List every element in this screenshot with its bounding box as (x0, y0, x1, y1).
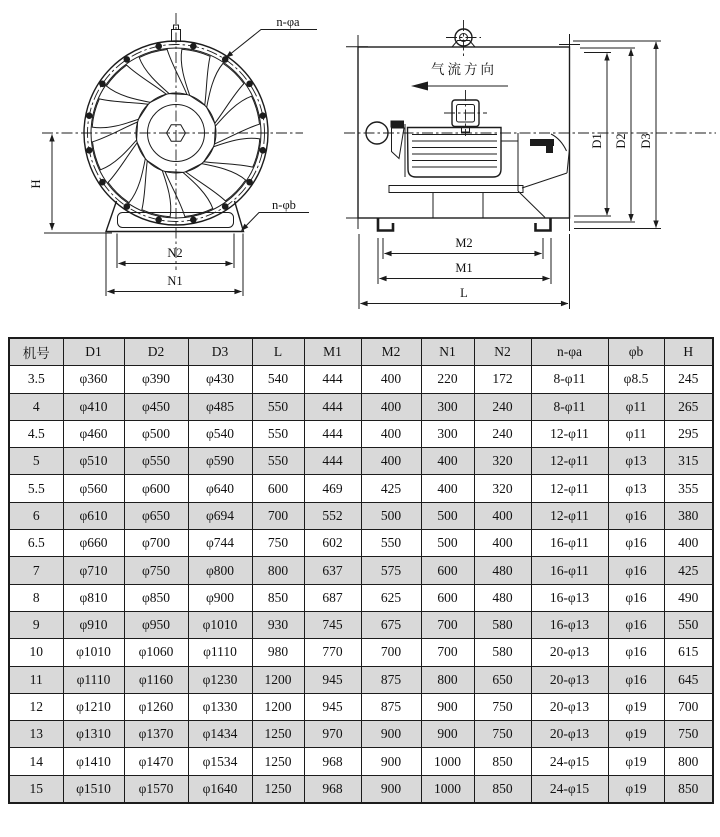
table-cell: 240 (474, 393, 531, 420)
table-cell: 550 (252, 393, 304, 420)
spec-table (8, 337, 714, 804)
table-cell: φ560 (63, 475, 124, 502)
table-cell: φ590 (188, 448, 252, 475)
table-cell: 265 (664, 393, 713, 420)
label-m1: M1 (455, 261, 473, 275)
table-cell: 400 (474, 502, 531, 529)
dimension-d1 (574, 53, 611, 217)
table-cell: 24-φ15 (531, 748, 608, 775)
table-cell: 20-φ13 (531, 639, 608, 666)
col-header-n-phi-a: n-φa (531, 338, 608, 366)
table-cell: φ610 (63, 502, 124, 529)
col-header-phi-b: φb (608, 338, 664, 366)
dimension-n2 (117, 234, 234, 269)
table-cell: φ16 (608, 666, 664, 693)
table-cell: 355 (664, 475, 713, 502)
table-cell: 700 (664, 693, 713, 720)
table-cell: 615 (664, 639, 713, 666)
table-cell: φ660 (63, 530, 124, 557)
table-cell: 8 (9, 584, 63, 611)
table-cell: φ1110 (188, 639, 252, 666)
table-row (9, 693, 713, 720)
table-cell: 750 (664, 721, 713, 748)
table-cell: 5.5 (9, 475, 63, 502)
table-cell: 8-φ11 (531, 393, 608, 420)
table-cell: φ744 (188, 530, 252, 557)
label-n1: N1 (167, 274, 183, 288)
table-cell: 875 (361, 693, 421, 720)
table-cell: 700 (252, 502, 304, 529)
table-cell: φ1534 (188, 748, 252, 775)
label-l: L (460, 286, 468, 300)
table-row (9, 366, 713, 393)
table-cell: φ1434 (188, 721, 252, 748)
table-cell: φ1230 (188, 666, 252, 693)
label-m2: M2 (455, 236, 473, 250)
table-cell: 1000 (421, 748, 474, 775)
table-cell: φ550 (124, 448, 188, 475)
table-cell: 300 (421, 393, 474, 420)
col-header-m1: M1 (304, 338, 361, 366)
label-n-phi-a: n-φa (276, 15, 300, 29)
table-cell: 16-φ13 (531, 584, 608, 611)
table-cell: 968 (304, 775, 361, 803)
lifting-eyebolt (446, 20, 481, 58)
table-cell: 16-φ11 (531, 557, 608, 584)
table-cell: 875 (361, 666, 421, 693)
table-cell: 850 (474, 748, 531, 775)
table-cell: φ1110 (63, 666, 124, 693)
table-row (9, 639, 713, 666)
table-row (9, 584, 713, 611)
table-cell: φ16 (608, 557, 664, 584)
table-cell: 930 (252, 611, 304, 638)
table-cell: φ485 (188, 393, 252, 420)
table-cell: φ1210 (63, 693, 124, 720)
table-cell: 602 (304, 530, 361, 557)
table-cell: 380 (664, 502, 713, 529)
label-h: H (29, 179, 43, 189)
table-cell: 9 (9, 611, 63, 638)
table-cell: 400 (361, 420, 421, 447)
table-row (9, 530, 713, 557)
table-cell: φ460 (63, 420, 124, 447)
table-cell: 444 (304, 448, 361, 475)
table-cell: 800 (421, 666, 474, 693)
table-cell: 645 (664, 666, 713, 693)
table-row (9, 666, 713, 693)
label-n-phi-b: n-φb (272, 198, 296, 212)
table-cell: φ694 (188, 502, 252, 529)
table-cell: φ900 (188, 584, 252, 611)
col-header-d1: D1 (63, 338, 124, 366)
table-cell: φ1010 (188, 611, 252, 638)
table-row (9, 448, 713, 475)
table-cell: 580 (474, 611, 531, 638)
table-cell: 425 (664, 557, 713, 584)
table-row (9, 475, 713, 502)
table-cell: 625 (361, 584, 421, 611)
table-cell: 700 (421, 611, 474, 638)
front-view (29, 13, 317, 296)
table-cell: 15 (9, 775, 63, 803)
dimension-d2 (574, 48, 635, 222)
table-cell: φ410 (63, 393, 124, 420)
table-cell: 770 (304, 639, 361, 666)
table-cell: 3.5 (9, 366, 63, 393)
table-cell: 20-φ13 (531, 693, 608, 720)
table-cell: 12 (9, 693, 63, 720)
table-cell: φ800 (188, 557, 252, 584)
table-cell: 970 (304, 721, 361, 748)
table-cell: φ19 (608, 721, 664, 748)
table-cell: 400 (421, 448, 474, 475)
table-cell: 1200 (252, 693, 304, 720)
table-cell: φ1010 (63, 639, 124, 666)
table-cell: 300 (421, 420, 474, 447)
table-cell: φ500 (124, 420, 188, 447)
table-cell: 540 (252, 366, 304, 393)
header-row (9, 338, 713, 366)
table-cell: 1250 (252, 721, 304, 748)
table-cell: 7 (9, 557, 63, 584)
table-cell: φ540 (188, 420, 252, 447)
spec-table-header (9, 338, 713, 366)
table-cell: φ1510 (63, 775, 124, 803)
table-cell: 425 (361, 475, 421, 502)
table-cell: 6 (9, 502, 63, 529)
table-cell: 444 (304, 393, 361, 420)
table-cell: φ13 (608, 448, 664, 475)
table-cell: φ640 (188, 475, 252, 502)
table-cell: 490 (664, 584, 713, 611)
table-cell: φ1570 (124, 775, 188, 803)
table-cell: 750 (474, 693, 531, 720)
dimension-n1 (106, 234, 243, 297)
table-cell: 500 (421, 530, 474, 557)
table-cell: 4 (9, 393, 63, 420)
table-cell: φ16 (608, 611, 664, 638)
table-cell: 400 (361, 393, 421, 420)
table-cell: 687 (304, 584, 361, 611)
table-cell: 11 (9, 666, 63, 693)
table-cell: 745 (304, 611, 361, 638)
table-cell: φ910 (63, 611, 124, 638)
table-row (9, 557, 713, 584)
label-n2: N2 (167, 246, 183, 260)
table-cell: 600 (252, 475, 304, 502)
table-cell: 500 (361, 502, 421, 529)
table-cell: φ390 (124, 366, 188, 393)
table-cell: φ450 (124, 393, 188, 420)
table-cell: 800 (252, 557, 304, 584)
table-cell: φ850 (124, 584, 188, 611)
table-cell: 600 (421, 557, 474, 584)
table-row (9, 420, 713, 447)
table-cell: 900 (361, 775, 421, 803)
impeller-hub-section (518, 133, 570, 218)
table-cell: 295 (664, 420, 713, 447)
table-cell: 945 (304, 693, 361, 720)
table-cell: φ16 (608, 530, 664, 557)
table-cell: 480 (474, 557, 531, 584)
motor-mount (389, 186, 523, 218)
table-cell: 240 (474, 420, 531, 447)
table-cell: 550 (664, 611, 713, 638)
table-cell: φ1260 (124, 693, 188, 720)
table-cell: 550 (252, 420, 304, 447)
table-row (9, 748, 713, 775)
col-header-n1: N1 (421, 338, 474, 366)
airflow-direction (411, 61, 508, 91)
table-cell: 900 (421, 721, 474, 748)
table-cell: 1200 (252, 666, 304, 693)
table-cell: 400 (664, 530, 713, 557)
table-cell: 320 (474, 448, 531, 475)
table-cell: φ430 (188, 366, 252, 393)
table-row (9, 611, 713, 638)
table-cell: 850 (664, 775, 713, 803)
table-row (9, 393, 713, 420)
table-cell: φ710 (63, 557, 124, 584)
table-cell: 315 (664, 448, 713, 475)
table-cell: 675 (361, 611, 421, 638)
col-header-l: L (252, 338, 304, 366)
table-cell: 12-φ11 (531, 448, 608, 475)
spec-table-body (9, 366, 713, 803)
table-cell: 550 (252, 448, 304, 475)
table-cell: 469 (304, 475, 361, 502)
table-cell: 850 (252, 584, 304, 611)
table-cell: φ1310 (63, 721, 124, 748)
table-cell: φ19 (608, 693, 664, 720)
table-cell: 6.5 (9, 530, 63, 557)
table-cell: φ16 (608, 502, 664, 529)
table-cell: φ1160 (124, 666, 188, 693)
table-cell: φ16 (608, 584, 664, 611)
table-cell: φ700 (124, 530, 188, 557)
table-cell: 24-φ15 (531, 775, 608, 803)
table-cell: φ360 (63, 366, 124, 393)
table-cell: 172 (474, 366, 531, 393)
table-cell: 1250 (252, 748, 304, 775)
airflow-label: 气流方向 (431, 62, 497, 77)
table-cell: 550 (361, 530, 421, 557)
table-cell: 444 (304, 420, 361, 447)
table-cell: 245 (664, 366, 713, 393)
table-cell: 400 (421, 475, 474, 502)
table-cell: 700 (421, 639, 474, 666)
label-d3: D3 (639, 133, 653, 149)
col-header-model: 机号 (9, 338, 63, 366)
table-cell: 5 (9, 448, 63, 475)
table-cell: 980 (252, 639, 304, 666)
col-header-m2: M2 (361, 338, 421, 366)
table-cell: 637 (304, 557, 361, 584)
table-cell: φ750 (124, 557, 188, 584)
table-cell: φ650 (124, 502, 188, 529)
table-cell: φ1640 (188, 775, 252, 803)
table-cell: 12-φ11 (531, 420, 608, 447)
table-cell: 400 (474, 530, 531, 557)
table-cell: 400 (361, 366, 421, 393)
table-cell: 4.5 (9, 420, 63, 447)
table-row (9, 502, 713, 529)
table-cell: 220 (421, 366, 474, 393)
table-cell: 700 (361, 639, 421, 666)
table-cell: 12-φ11 (531, 502, 608, 529)
table-cell: φ11 (608, 393, 664, 420)
table-cell: φ19 (608, 775, 664, 803)
table-cell: φ8.5 (608, 366, 664, 393)
table-cell: φ13 (608, 475, 664, 502)
dimension-m2 (383, 236, 543, 259)
col-header-h: H (664, 338, 713, 366)
table-row (9, 775, 713, 803)
table-cell: 900 (361, 721, 421, 748)
table-cell: 400 (361, 448, 421, 475)
table-cell: φ19 (608, 748, 664, 775)
technical-drawing (0, 0, 720, 334)
table-cell: 500 (421, 502, 474, 529)
table-cell: 13 (9, 721, 63, 748)
table-cell: φ1330 (188, 693, 252, 720)
table-cell: 10 (9, 639, 63, 666)
table-cell: φ1060 (124, 639, 188, 666)
table-cell: 8-φ11 (531, 366, 608, 393)
table-cell: 850 (474, 775, 531, 803)
table-cell: 575 (361, 557, 421, 584)
table-cell: φ11 (608, 420, 664, 447)
table-cell: φ600 (124, 475, 188, 502)
table-cell: φ1370 (124, 721, 188, 748)
table-cell: φ16 (608, 639, 664, 666)
table-cell: 444 (304, 366, 361, 393)
airflow-arrow (411, 82, 428, 91)
side-view (344, 20, 716, 309)
table-cell: 800 (664, 748, 713, 775)
shaft-end (366, 121, 405, 178)
label-d2: D2 (614, 133, 628, 149)
table-cell: φ1470 (124, 748, 188, 775)
table-cell: 650 (474, 666, 531, 693)
table-cell: 750 (252, 530, 304, 557)
table-cell: 945 (304, 666, 361, 693)
table-cell: 20-φ13 (531, 666, 608, 693)
table-cell: 12-φ11 (531, 475, 608, 502)
col-header-d2: D2 (124, 338, 188, 366)
junction-box (444, 90, 487, 136)
table-cell: 20-φ13 (531, 721, 608, 748)
table-cell: 968 (304, 748, 361, 775)
table-cell: 16-φ13 (531, 611, 608, 638)
table-cell: 320 (474, 475, 531, 502)
table-cell: φ1410 (63, 748, 124, 775)
table-cell: φ810 (63, 584, 124, 611)
callout-n-phi-b (242, 198, 310, 231)
table-cell: 14 (9, 748, 63, 775)
table-cell: 750 (474, 721, 531, 748)
col-header-d3: D3 (188, 338, 252, 366)
table-cell: 900 (361, 748, 421, 775)
table-row (9, 721, 713, 748)
mounting-feet (378, 219, 551, 231)
table-cell: 900 (421, 693, 474, 720)
table-cell: 1250 (252, 775, 304, 803)
table-cell: φ950 (124, 611, 188, 638)
table-cell: 600 (421, 584, 474, 611)
table-cell: 16-φ11 (531, 530, 608, 557)
callout-n-phi-a (226, 15, 317, 58)
label-d1: D1 (590, 133, 604, 149)
col-header-n2: N2 (474, 338, 531, 366)
motor (408, 128, 519, 178)
table-cell: φ510 (63, 448, 124, 475)
table-cell: 580 (474, 639, 531, 666)
table-cell: 1000 (421, 775, 474, 803)
table-cell: 552 (304, 502, 361, 529)
table-cell: 480 (474, 584, 531, 611)
